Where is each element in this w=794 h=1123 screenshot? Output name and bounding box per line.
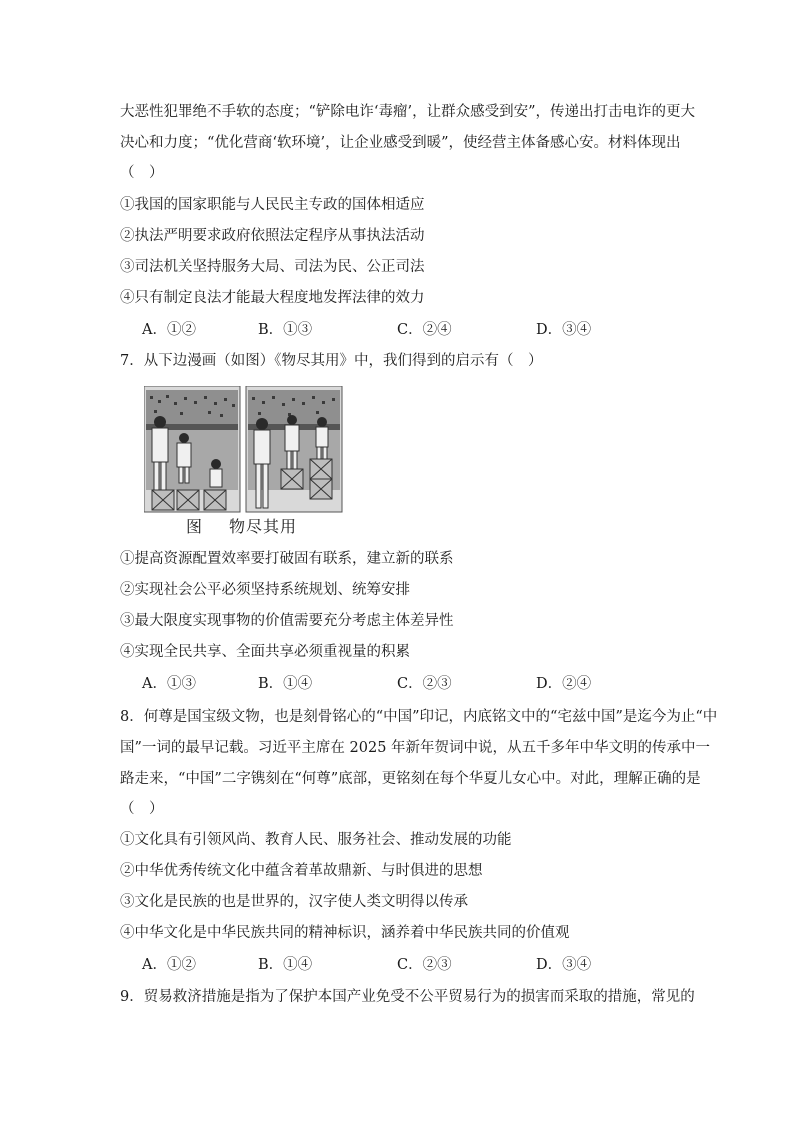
figure-title: 物尽其用 bbox=[229, 517, 298, 536]
q7-option-c: C．②③ bbox=[397, 676, 452, 692]
q6-statement-1: ①我国的国家职能与人民民主专政的国体相适应 bbox=[120, 197, 425, 213]
q8-stem-line-2: 国”一词的最早记载。习近平主席在 2025 年新年贺词中说，从五千多年中华文明的传承中一 bbox=[120, 740, 711, 756]
q6-option-a: A．①② bbox=[142, 322, 196, 338]
q8-option-d: D．③④ bbox=[536, 957, 592, 973]
q8-answer-paren: （ ） bbox=[120, 801, 164, 817]
q9-stem-line-1: 9．贸易救济措施是指为了保护本国产业免受不公平贸易行为的损害而采取的措施，常见的 bbox=[120, 989, 695, 1005]
q6-option-c: C．②④ bbox=[397, 322, 452, 338]
q8-statement-1: ①文化具有引领风尚、教育人民、服务社会、推动发展的功能 bbox=[120, 832, 512, 848]
q6-stem-line-2: 决心和力度；“优化营商‘软环境’，让企业感受到暖”，使经营主体备感心安。材料体现出 bbox=[120, 135, 681, 151]
q8-option-b: B．①④ bbox=[258, 957, 313, 973]
q6-stem-line-1: 大恶性犯罪绝不手软的态度；“铲除电诈‘毒瘤’，让群众感受到安”，传递出打击电诈的更大 bbox=[120, 104, 696, 120]
q7-option-d: D．②④ bbox=[536, 676, 592, 692]
figure-caption bbox=[186, 514, 297, 537]
q8-statement-3: ③文化是民族的也是世界的，汉字使人类文明得以传承 bbox=[120, 894, 468, 910]
q7-statement-4: ④实现全民共享、全面共享必须重视量的积累 bbox=[120, 644, 410, 660]
q8-stem-line-1: 8．何尊是国宝级文物，也是刻骨铭心的“中国”印记，内底铭文中的“宅兹中国”是迄今为止“中 bbox=[120, 709, 718, 725]
q8-statement-4: ④中华文化是中华民族共同的精神标识，涵养着中华民族共同的价值观 bbox=[120, 925, 570, 941]
q7-option-b: B．①④ bbox=[258, 676, 313, 692]
q6-statement-2: ②执法严明要求政府依照法定程序从事执法活动 bbox=[120, 228, 425, 244]
q7-statement-2: ②实现社会公平必须坚持系统规划、统筹安排 bbox=[120, 582, 410, 598]
q6-option-d: D．③④ bbox=[536, 322, 592, 338]
cartoon-panel-left bbox=[144, 386, 240, 512]
cartoon-panel-right bbox=[246, 386, 342, 512]
q7-statement-3: ③最大限度实现事物的价值需要充分考虑主体差异性 bbox=[120, 613, 454, 629]
q6-option-b: B．①③ bbox=[258, 322, 313, 338]
q6-answer-paren: （ ） bbox=[120, 165, 164, 181]
q8-statement-2: ②中华优秀传统文化中蕴含着革故鼎新、与时俱进的思想 bbox=[120, 863, 483, 879]
q7-option-a: A．①③ bbox=[142, 676, 196, 692]
q6-statement-3: ③司法机关坚持服务大局、司法为民、公正司法 bbox=[120, 259, 425, 275]
q8-option-c: C．②③ bbox=[397, 957, 452, 973]
q8-stem-line-3: 路走来，“中国”二字镌刻在“何尊”底部，更铭刻在每个华夏儿女心中。对此，理解正确的是 bbox=[120, 771, 701, 787]
q7-statement-1: ①提高资源配置效率要打破固有联系，建立新的联系 bbox=[120, 551, 454, 567]
figure-label: 图 bbox=[186, 517, 204, 536]
q8-option-a: A．①② bbox=[142, 957, 196, 973]
q6-statement-4: ④只有制定良法才能最大程度地发挥法律的效力 bbox=[120, 290, 425, 306]
q7-stem: 7．从下边漫画（如图）《物尽其用》中，我们得到的启示有（ ） bbox=[120, 353, 543, 369]
